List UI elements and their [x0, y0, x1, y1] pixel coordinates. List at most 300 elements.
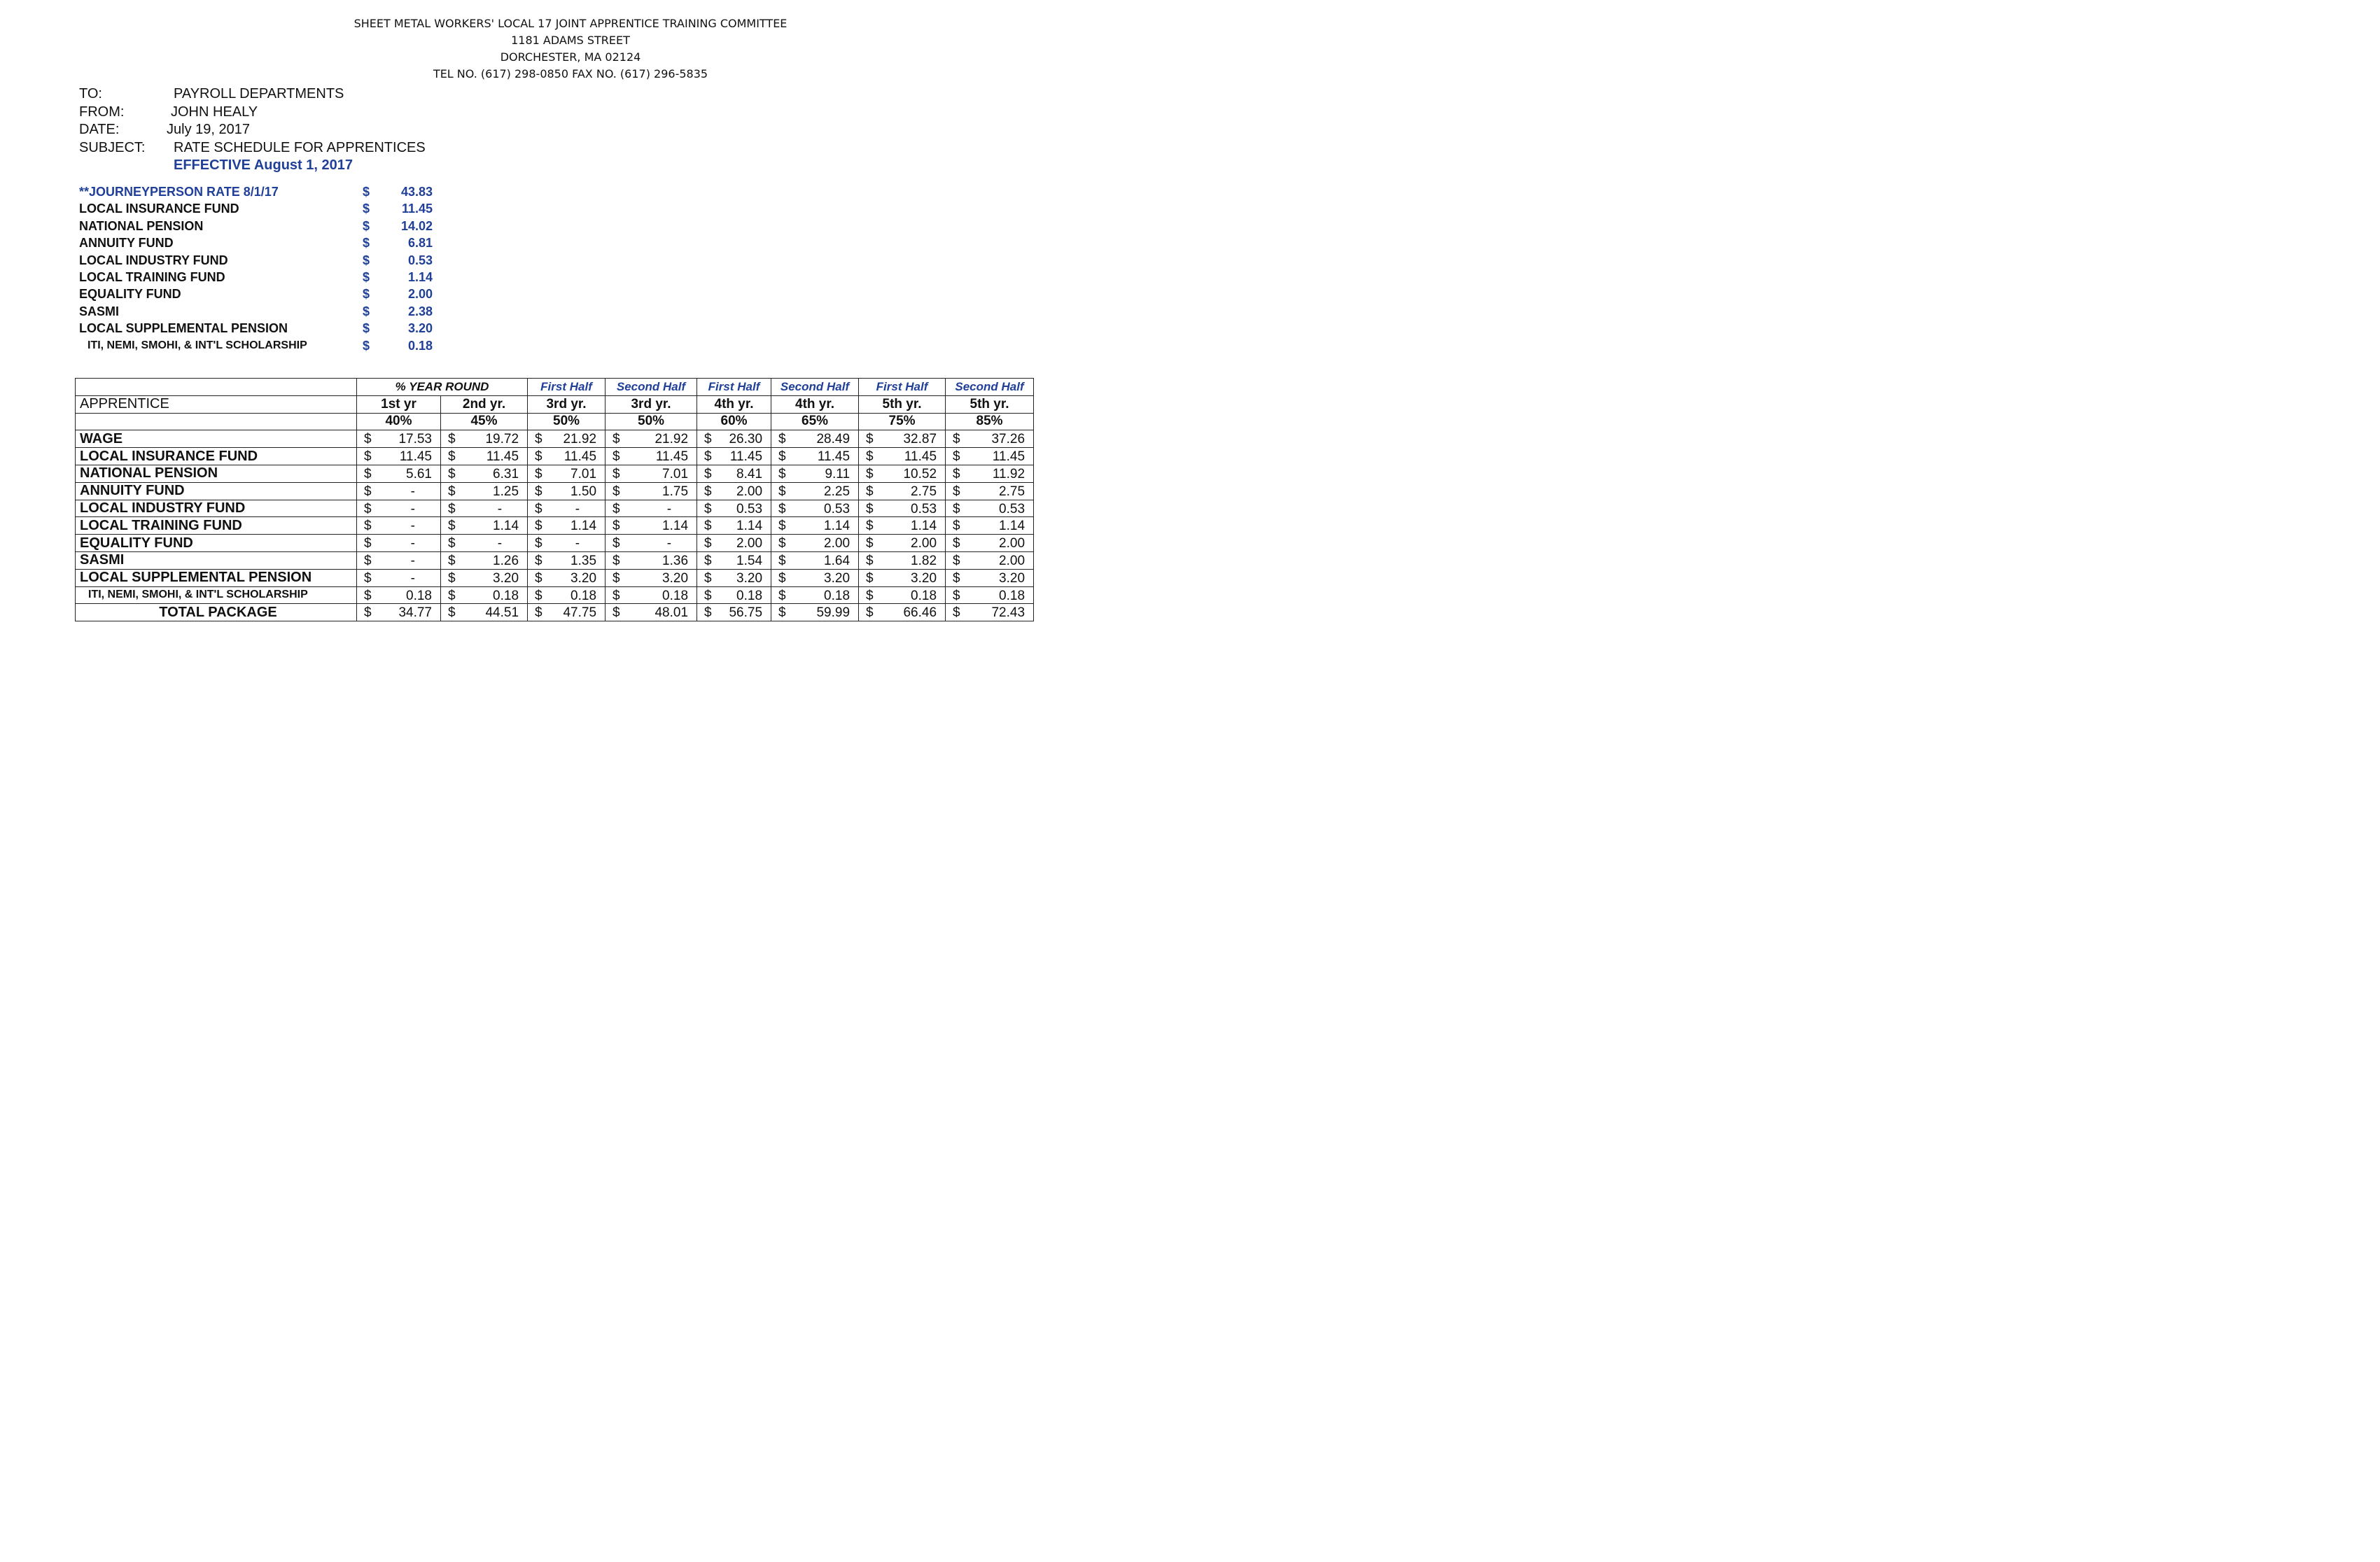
cell-dollar-sign: $ [364, 588, 372, 603]
apprentice-label: APPRENTICE [80, 396, 169, 412]
rate-dollar-sign: $ [363, 269, 370, 284]
table-cell [859, 500, 946, 517]
cell-value: 48.01 [654, 605, 689, 621]
rate-name: ANNUITY FUND [79, 236, 174, 251]
table-cell [606, 482, 697, 500]
cell-dollar-sign: $ [704, 553, 712, 568]
table-cell [697, 569, 771, 586]
table-cell [771, 569, 859, 586]
year-header: 5th yr. [859, 395, 946, 413]
table-cell [606, 500, 697, 517]
rate-name: SASMI [79, 304, 120, 318]
cell-value: 72.43 [991, 605, 1026, 621]
cell-value: - [497, 536, 503, 551]
cell-dollar-sign: $ [704, 449, 712, 465]
table-cell [859, 482, 946, 500]
cell-value: 0.18 [824, 588, 850, 603]
cell-dollar-sign: $ [704, 501, 712, 516]
table-header-row-years [76, 395, 1034, 413]
cell-dollar-sign: $ [535, 501, 542, 516]
cell-value: 0.53 [736, 501, 763, 516]
percent-header: 85% [946, 413, 1034, 430]
cell-dollar-sign: $ [953, 536, 960, 551]
cell-value: 0.53 [824, 501, 850, 516]
cell-dollar-sign: $ [448, 484, 456, 499]
cell-dollar-sign: $ [704, 588, 712, 603]
row-label: LOCAL SUPPLEMENTAL PENSION [76, 569, 357, 586]
table-cell [606, 604, 697, 621]
table-cell [697, 517, 771, 535]
cell-dollar-sign: $ [953, 570, 960, 586]
table-cell [946, 586, 1034, 604]
cell-dollar-sign: $ [866, 501, 874, 516]
cell-value: 2.25 [824, 484, 850, 499]
rate-name: NATIONAL PENSION [79, 218, 204, 233]
cell-dollar-sign: $ [778, 432, 786, 447]
table-cell [357, 482, 441, 500]
cell-value: 3.20 [911, 570, 937, 586]
rate-value: 43.83 [400, 185, 433, 199]
table-cell [357, 517, 441, 535]
cell-value: 2.00 [999, 536, 1026, 551]
table-cell [441, 430, 528, 448]
rate-dollar-sign: $ [363, 287, 370, 302]
row-label: WAGE [76, 430, 357, 448]
cell-value: - [497, 501, 503, 516]
cell-value: 6.31 [493, 466, 519, 481]
cell-value: 7.01 [662, 466, 689, 481]
cell-value: 11.45 [992, 449, 1026, 465]
table-row [76, 551, 1034, 569]
rate-dollar-sign: $ [363, 202, 370, 216]
cell-dollar-sign: $ [778, 553, 786, 568]
table-cell [859, 586, 946, 604]
cell-dollar-sign: $ [778, 588, 786, 603]
table-cell [771, 586, 859, 604]
cell-value: 11.92 [992, 466, 1026, 481]
header-blank-cell [76, 379, 357, 396]
table-cell [441, 535, 528, 552]
table-cell [528, 604, 606, 621]
cell-dollar-sign: $ [364, 553, 372, 568]
cell-dollar-sign: $ [704, 570, 712, 586]
half-header: First Half [859, 379, 946, 396]
cell-value: 5.61 [406, 466, 432, 481]
cell-dollar-sign: $ [612, 484, 620, 499]
cell-dollar-sign: $ [704, 466, 712, 481]
rate-dollar-sign: $ [363, 321, 370, 336]
year-header: 3rd yr. [606, 395, 697, 413]
cell-value: 0.18 [999, 588, 1026, 603]
table-cell [528, 551, 606, 569]
table-cell [441, 517, 528, 535]
cell-value: 2.75 [999, 484, 1026, 499]
table-cell [697, 465, 771, 482]
cell-value: - [410, 536, 415, 551]
header-blank-cell [76, 413, 357, 430]
cell-dollar-sign: $ [612, 570, 620, 586]
table-cell [528, 517, 606, 535]
cell-value: 11.45 [655, 449, 689, 465]
table-cell [859, 430, 946, 448]
cell-dollar-sign: $ [953, 449, 960, 465]
cell-value: 2.00 [824, 536, 850, 551]
letterhead-phone-fax: TEL NO. (617) 298-0850 FAX NO. (617) 296-5835 [433, 67, 708, 80]
memo-to-label: TO: [79, 86, 102, 101]
table-cell [357, 569, 441, 586]
cell-dollar-sign: $ [953, 466, 960, 481]
cell-dollar-sign: $ [535, 536, 542, 551]
cell-value: - [575, 501, 580, 516]
row-label: ITI, NEMI, SMOHI, & INT'L SCHOLARSHIP [76, 586, 357, 604]
year-header: 4th yr. [771, 395, 859, 413]
percent-header: 50% [606, 413, 697, 430]
table-row [76, 430, 1034, 448]
table-cell [441, 586, 528, 604]
cell-dollar-sign: $ [953, 519, 960, 534]
rate-dollar-sign: $ [363, 338, 370, 353]
rate-value: 3.20 [407, 321, 433, 336]
cell-value: - [575, 536, 580, 551]
year-round-header: % YEAR ROUND [357, 379, 528, 396]
row-label: EQUALITY FUND [76, 535, 357, 552]
table-row [76, 569, 1034, 586]
half-header: Second Half [771, 379, 859, 396]
percent-header: 45% [441, 413, 528, 430]
cell-dollar-sign: $ [953, 432, 960, 447]
percent-header: 60% [697, 413, 771, 430]
cell-value: - [410, 519, 415, 534]
cell-value: 1.26 [493, 553, 519, 568]
cell-value: 1.25 [493, 484, 519, 499]
cell-value: - [410, 501, 415, 516]
cell-dollar-sign: $ [778, 519, 786, 534]
table-cell [357, 465, 441, 482]
cell-value: 1.35 [570, 553, 597, 568]
year-header: 4th yr. [697, 395, 771, 413]
table-cell [357, 448, 441, 465]
table-cell [528, 569, 606, 586]
cell-value: 0.53 [999, 501, 1026, 516]
cell-dollar-sign: $ [866, 553, 874, 568]
cell-value: 3.20 [736, 570, 763, 586]
cell-dollar-sign: $ [704, 605, 712, 621]
cell-value: 1.82 [911, 553, 937, 568]
cell-value: 3.20 [824, 570, 850, 586]
cell-dollar-sign: $ [364, 570, 372, 586]
cell-value: 1.50 [570, 484, 597, 499]
cell-dollar-sign: $ [612, 553, 620, 568]
table-cell [771, 535, 859, 552]
cell-dollar-sign: $ [953, 501, 960, 516]
rate-name: **JOURNEYPERSON RATE 8/1/17 [79, 185, 279, 199]
rate-value: 1.14 [407, 269, 433, 284]
table-row [76, 482, 1034, 500]
cell-dollar-sign: $ [866, 466, 874, 481]
table-cell [697, 586, 771, 604]
year-header: 1st yr [357, 395, 441, 413]
memo-date-label: DATE: [79, 122, 120, 137]
cell-dollar-sign: $ [364, 605, 372, 621]
table-cell [771, 465, 859, 482]
table-cell [859, 604, 946, 621]
table-cell [771, 430, 859, 448]
cell-value: 56.75 [729, 605, 763, 621]
table-cell [357, 586, 441, 604]
cell-dollar-sign: $ [953, 553, 960, 568]
table-cell [697, 551, 771, 569]
cell-value: 1.64 [824, 553, 850, 568]
table-cell [859, 465, 946, 482]
cell-value: 0.18 [406, 588, 432, 603]
cell-value: 2.00 [736, 484, 763, 499]
cell-value: 0.18 [736, 588, 763, 603]
table-cell [771, 604, 859, 621]
cell-dollar-sign: $ [866, 570, 874, 586]
cell-dollar-sign: $ [866, 605, 874, 621]
cell-value: 1.75 [662, 484, 689, 499]
table-cell [357, 604, 441, 621]
cell-value: 19.72 [485, 432, 519, 447]
table-cell [441, 551, 528, 569]
table-cell [606, 551, 697, 569]
table-cell [528, 586, 606, 604]
rate-value: 0.53 [407, 253, 433, 267]
year-header: 3rd yr. [528, 395, 606, 413]
cell-dollar-sign: $ [612, 466, 620, 481]
row-label: SASMI [76, 551, 357, 569]
rate-dollar-sign: $ [363, 236, 370, 251]
cell-dollar-sign: $ [778, 484, 786, 499]
cell-value: 59.99 [816, 605, 850, 621]
cell-dollar-sign: $ [448, 449, 456, 465]
table-cell [859, 569, 946, 586]
table-cell [528, 430, 606, 448]
percent-header: 65% [771, 413, 859, 430]
table-cell [946, 482, 1034, 500]
table-cell [528, 535, 606, 552]
cell-value: 0.53 [911, 501, 937, 516]
cell-dollar-sign: $ [612, 432, 620, 447]
table-cell [859, 517, 946, 535]
cell-value: 3.20 [999, 570, 1026, 586]
cell-value: 21.92 [563, 432, 597, 447]
cell-value: 11.45 [399, 449, 432, 465]
cell-dollar-sign: $ [866, 432, 874, 447]
letterhead-street: 1181 ADAMS STREET [511, 34, 630, 47]
table-cell [946, 448, 1034, 465]
table-cell [771, 551, 859, 569]
percent-header: 50% [528, 413, 606, 430]
table-cell [771, 448, 859, 465]
memo-to-value: PAYROLL DEPARTMENTS [174, 86, 344, 101]
cell-dollar-sign: $ [953, 484, 960, 499]
rate-name: ITI, NEMI, SMOHI, & INT'L SCHOLARSHIP [88, 339, 307, 351]
cell-dollar-sign: $ [364, 536, 372, 551]
cell-dollar-sign: $ [535, 466, 542, 481]
cell-dollar-sign: $ [612, 605, 620, 621]
cell-dollar-sign: $ [778, 536, 786, 551]
cell-value: 3.20 [662, 570, 689, 586]
rate-value: 2.38 [407, 304, 433, 318]
cell-dollar-sign: $ [535, 605, 542, 621]
cell-value: 1.14 [911, 519, 937, 534]
cell-value: 9.11 [825, 466, 850, 481]
cell-dollar-sign: $ [535, 553, 542, 568]
cell-value: 3.20 [570, 570, 597, 586]
row-label: NATIONAL PENSION [76, 465, 357, 482]
table-row [76, 517, 1034, 535]
rate-dollar-sign: $ [363, 253, 370, 267]
table-cell [946, 604, 1034, 621]
half-header: First Half [697, 379, 771, 396]
memo-date-value: July 19, 2017 [167, 122, 250, 137]
cell-value: - [666, 501, 672, 516]
rate-dollar-sign: $ [363, 218, 370, 233]
rate-value: 2.00 [407, 287, 433, 302]
cell-dollar-sign: $ [778, 501, 786, 516]
table-row [76, 586, 1034, 604]
cell-dollar-sign: $ [704, 484, 712, 499]
rate-name: LOCAL INDUSTRY FUND [79, 253, 228, 267]
cell-dollar-sign: $ [535, 588, 542, 603]
cell-dollar-sign: $ [778, 570, 786, 586]
cell-value: 1.14 [736, 519, 763, 534]
table-cell [697, 430, 771, 448]
table-cell [771, 482, 859, 500]
cell-dollar-sign: $ [953, 588, 960, 603]
rate-name: LOCAL INSURANCE FUND [79, 202, 239, 216]
table-cell [946, 535, 1034, 552]
cell-dollar-sign: $ [866, 588, 874, 603]
table-cell [946, 569, 1034, 586]
table-cell [441, 448, 528, 465]
percent-header: 75% [859, 413, 946, 430]
table-row [76, 535, 1034, 552]
cell-dollar-sign: $ [448, 553, 456, 568]
table-cell [606, 517, 697, 535]
effective-date: EFFECTIVE August 1, 2017 [174, 157, 353, 173]
table-cell [946, 517, 1034, 535]
table-row [76, 500, 1034, 517]
table-cell [528, 465, 606, 482]
memo-from-value: JOHN HEALY [171, 104, 258, 120]
memo-subject-label: SUBJECT: [79, 139, 146, 155]
cell-dollar-sign: $ [364, 466, 372, 481]
table-cell [357, 430, 441, 448]
cell-value: 44.51 [485, 605, 519, 621]
table-cell [697, 482, 771, 500]
row-label: TOTAL PACKAGE [76, 604, 357, 621]
table-cell [697, 604, 771, 621]
cell-value: 26.30 [729, 432, 763, 447]
table-cell [441, 482, 528, 500]
cell-dollar-sign: $ [448, 432, 456, 447]
cell-value: 3.20 [493, 570, 519, 586]
table-cell [606, 430, 697, 448]
table-cell [771, 517, 859, 535]
cell-dollar-sign: $ [612, 449, 620, 465]
cell-value: 1.14 [493, 519, 519, 534]
cell-value: 66.46 [903, 605, 937, 621]
rate-name: EQUALITY FUND [79, 287, 181, 302]
cell-dollar-sign: $ [364, 501, 372, 516]
table-cell [606, 569, 697, 586]
table-header-row-percent [76, 413, 1034, 430]
cell-value: 1.36 [662, 553, 689, 568]
cell-value: 1.14 [824, 519, 850, 534]
cell-value: 1.14 [999, 519, 1026, 534]
cell-dollar-sign: $ [612, 519, 620, 534]
cell-value: 11.45 [817, 449, 850, 465]
cell-dollar-sign: $ [448, 570, 456, 586]
half-header: Second Half [946, 379, 1034, 396]
cell-value: 10.52 [903, 466, 937, 481]
table-cell [697, 535, 771, 552]
row-label: LOCAL TRAINING FUND [76, 517, 357, 535]
cell-dollar-sign: $ [448, 536, 456, 551]
cell-value: 17.53 [398, 432, 432, 447]
cell-dollar-sign: $ [448, 466, 456, 481]
cell-value: 0.18 [493, 588, 519, 603]
cell-dollar-sign: $ [448, 605, 456, 621]
table-cell [697, 500, 771, 517]
table-cell [606, 448, 697, 465]
total-row [76, 604, 1034, 621]
table-row [76, 465, 1034, 482]
table-cell [441, 465, 528, 482]
row-label: LOCAL INSURANCE FUND [76, 448, 357, 465]
table-cell [528, 448, 606, 465]
cell-dollar-sign: $ [364, 449, 372, 465]
half-header: First Half [528, 379, 606, 396]
apprentice-header [76, 395, 357, 413]
cell-dollar-sign: $ [535, 484, 542, 499]
cell-dollar-sign: $ [704, 519, 712, 534]
year-header: 5th yr. [946, 395, 1034, 413]
cell-dollar-sign: $ [866, 449, 874, 465]
cell-dollar-sign: $ [364, 519, 372, 534]
table-cell [441, 569, 528, 586]
cell-value: 11.45 [486, 449, 519, 465]
cell-value: 2.75 [911, 484, 937, 499]
cell-dollar-sign: $ [448, 501, 456, 516]
rate-value: 0.18 [407, 338, 433, 353]
cell-value: 11.45 [729, 449, 763, 465]
cell-value: - [410, 570, 415, 586]
cell-dollar-sign: $ [535, 449, 542, 465]
row-label: LOCAL INDUSTRY FUND [76, 500, 357, 517]
table-cell [528, 482, 606, 500]
cell-dollar-sign: $ [535, 519, 542, 534]
rate-dollar-sign: $ [363, 185, 370, 199]
cell-dollar-sign: $ [778, 605, 786, 621]
table-cell [771, 500, 859, 517]
cell-value: 28.49 [816, 432, 850, 447]
cell-dollar-sign: $ [953, 605, 960, 621]
cell-value: 37.26 [991, 432, 1026, 447]
cell-dollar-sign: $ [612, 501, 620, 516]
cell-value: 2.00 [999, 553, 1026, 568]
table-cell [606, 465, 697, 482]
memo-subject-value: RATE SCHEDULE FOR APPRENTICES [174, 139, 426, 155]
table-cell [441, 604, 528, 621]
rate-name: LOCAL TRAINING FUND [79, 269, 225, 284]
cell-value: 8.41 [736, 466, 763, 481]
letterhead [0, 15, 1141, 83]
cell-value: 21.92 [654, 432, 689, 447]
cell-dollar-sign: $ [866, 519, 874, 534]
